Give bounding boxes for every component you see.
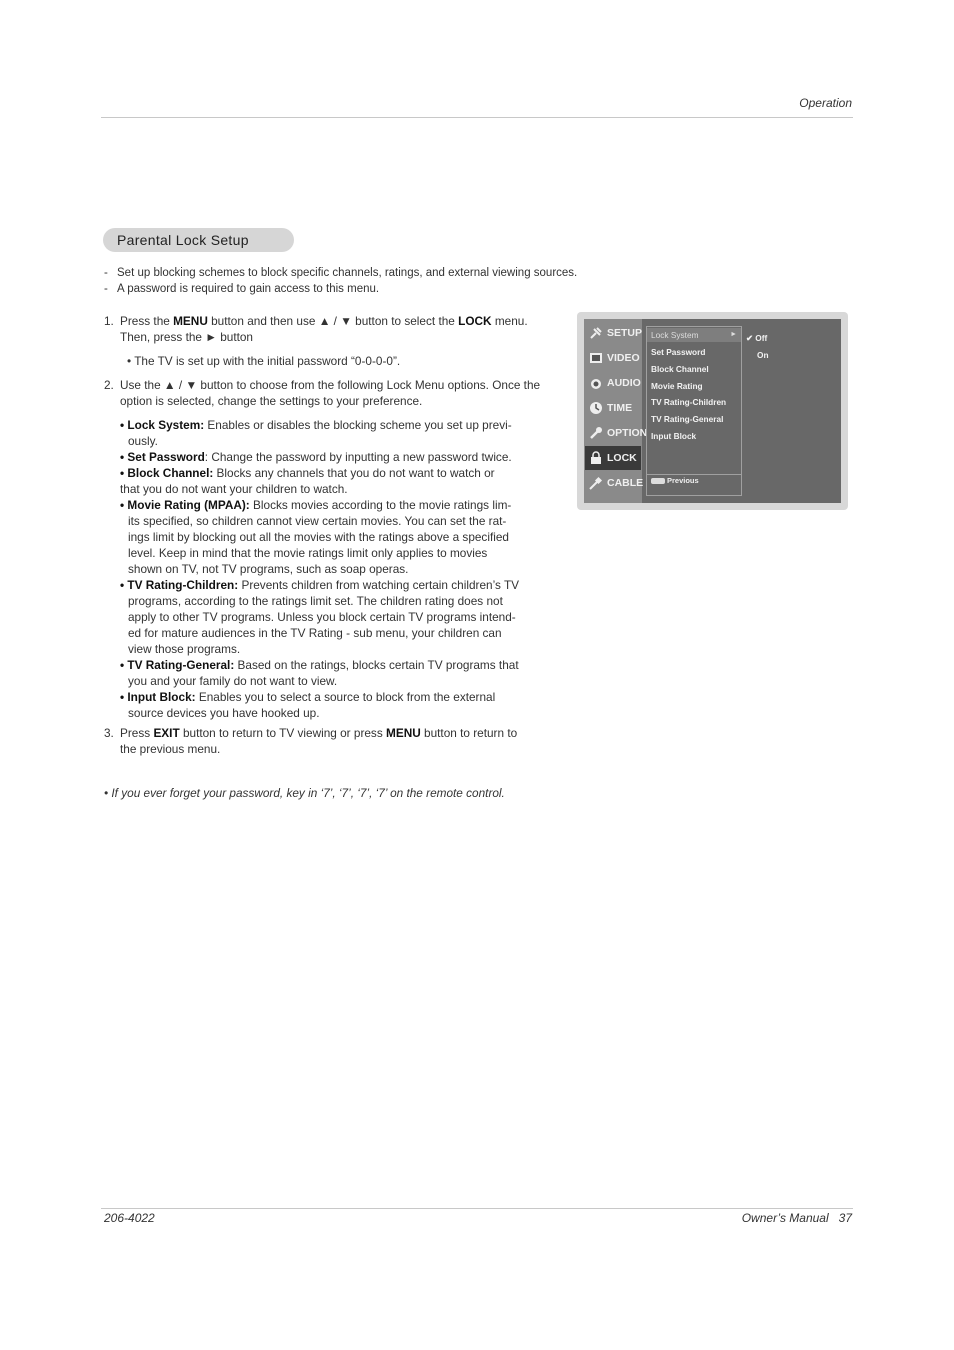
block-channel-item: • Block Channel: Blocks any channels that you do not want to watch or xyxy=(120,466,495,480)
satellite-icon xyxy=(589,326,603,340)
osd-item-movie-rating: Movie Rating xyxy=(651,381,703,391)
tv-rating-general-item: • TV Rating-General: Based on the ratings, blocks certain TV programs that xyxy=(120,658,519,672)
osd-item-tv-rating-children: TV Rating-Children xyxy=(651,397,727,407)
footer-model: 206-4022 xyxy=(104,1211,155,1225)
clock-icon xyxy=(589,401,603,415)
osd-sidebar xyxy=(584,319,648,503)
osd-menu-lock: LOCK xyxy=(585,446,641,470)
header-rule xyxy=(101,117,853,118)
speaker-icon xyxy=(589,376,603,390)
movie-rating-line: its specified, so children cannot view certain movies. You can set the rat- xyxy=(128,514,507,528)
osd-menu-video: VIDEO xyxy=(585,346,641,370)
step-2-cont: option is selected, change the settings to your preference. xyxy=(120,394,423,408)
tv-rating-children-line: view those programs. xyxy=(128,642,241,656)
movie-rating-line: ings limit by blocking out all the movies with the ratings above a specified xyxy=(128,530,509,544)
movie-rating-line: shown on TV, not TV programs, such as soap operas. xyxy=(128,562,409,576)
password-note: • If you ever forget your password, key in ‘7’, ‘7’, ‘7’, ‘7’ on the remote control. xyxy=(104,786,505,800)
input-block-line: source devices you have hooked up. xyxy=(128,706,320,720)
cable-plug-icon xyxy=(589,476,603,490)
osd-item-block-channel: Block Channel xyxy=(651,364,709,374)
osd-previous-hint: Previous xyxy=(651,476,699,485)
osd-option-on: On xyxy=(757,350,769,360)
step-1: 1. Press the MENU button and then use ▲ / ▼ button to select the LOCK menu. xyxy=(104,314,528,328)
osd-menu-audio: AUDIO xyxy=(585,371,641,395)
menu-key-icon xyxy=(651,478,665,484)
osd-item-input-block: Input Block xyxy=(651,431,697,441)
section-title: Parental Lock Setup xyxy=(103,228,294,252)
footer-rule xyxy=(101,1208,853,1209)
osd-item-lock-system: Lock System ► xyxy=(647,328,741,342)
input-block-item: • Input Block: Enables you to select a source to block from the external xyxy=(120,690,496,704)
header-section-label: Operation xyxy=(799,96,852,110)
footer-page: Owner’s Manual 37 xyxy=(741,1211,852,1225)
instruction-steps xyxy=(104,313,564,757)
osd-menu-option: OPTION xyxy=(585,421,641,445)
tv-rating-children-line: ed for mature audiences in the TV Rating - sub menu, your children can xyxy=(128,626,502,640)
step-1-cont: Then, press the ► button xyxy=(120,330,253,344)
osd-divider xyxy=(647,474,741,475)
padlock-icon xyxy=(589,451,603,465)
intro-line-2: - A password is required to gain access to this menu. xyxy=(104,283,380,295)
screen-icon xyxy=(589,351,603,365)
osd-item-tv-rating-general: TV Rating-General xyxy=(651,414,724,424)
arrow-right-icon: ► xyxy=(730,331,737,338)
osd-screen xyxy=(584,319,841,503)
tv-rating-general-line: you and your family do not want to view. xyxy=(128,674,338,688)
block-channel-cont: that you do not want your children to watch. xyxy=(120,482,348,496)
osd-option-off: ✔ Off xyxy=(746,333,768,343)
intro-line-1: - Set up blocking schemes to block specific channels, ratings, and external viewing sources. xyxy=(104,267,578,279)
osd-menu-setup: SETUP xyxy=(585,321,641,345)
movie-rating-item: • Movie Rating (MPAA): Blocks movies according to the movie ratings lim- xyxy=(120,498,512,512)
tv-rating-children-line: programs, according to the ratings limit set. The children rating does not xyxy=(128,594,503,608)
osd-lock-menu-image xyxy=(577,312,848,510)
wrench-icon xyxy=(589,426,603,440)
step-2: 2. Use the ▲ / ▼ button to choose from the following Lock Menu options. Once the xyxy=(104,378,541,392)
osd-menu-cable: CABLE xyxy=(585,471,641,495)
lock-system-cont: ously. xyxy=(128,434,158,448)
step-1-note: • The TV is set up with the initial password “0-0-0-0”. xyxy=(127,354,401,368)
tv-rating-children-line: apply to other TV programs. Unless you block certain TV programs intend- xyxy=(128,610,516,624)
osd-menu-time: TIME xyxy=(585,396,641,420)
tv-rating-children-item: • TV Rating-Children: Prevents children from watching certain children’s TV xyxy=(120,578,520,592)
set-password-item: • Set Password: Change the password by inputting a new password twice. xyxy=(120,450,512,464)
step-3-cont: the previous menu. xyxy=(120,742,221,756)
lock-system-item: • Lock System: Enables or disables the blocking scheme you set up previ- xyxy=(120,418,512,432)
step-3: 3. Press EXIT button to return to TV viewing or press MENU button to return to xyxy=(104,726,518,740)
movie-rating-line: level. Keep in mind that the movie ratings limit only applies to movies xyxy=(128,546,488,560)
osd-item-set-password: Set Password xyxy=(651,347,706,357)
osd-lock-submenu xyxy=(646,326,742,496)
